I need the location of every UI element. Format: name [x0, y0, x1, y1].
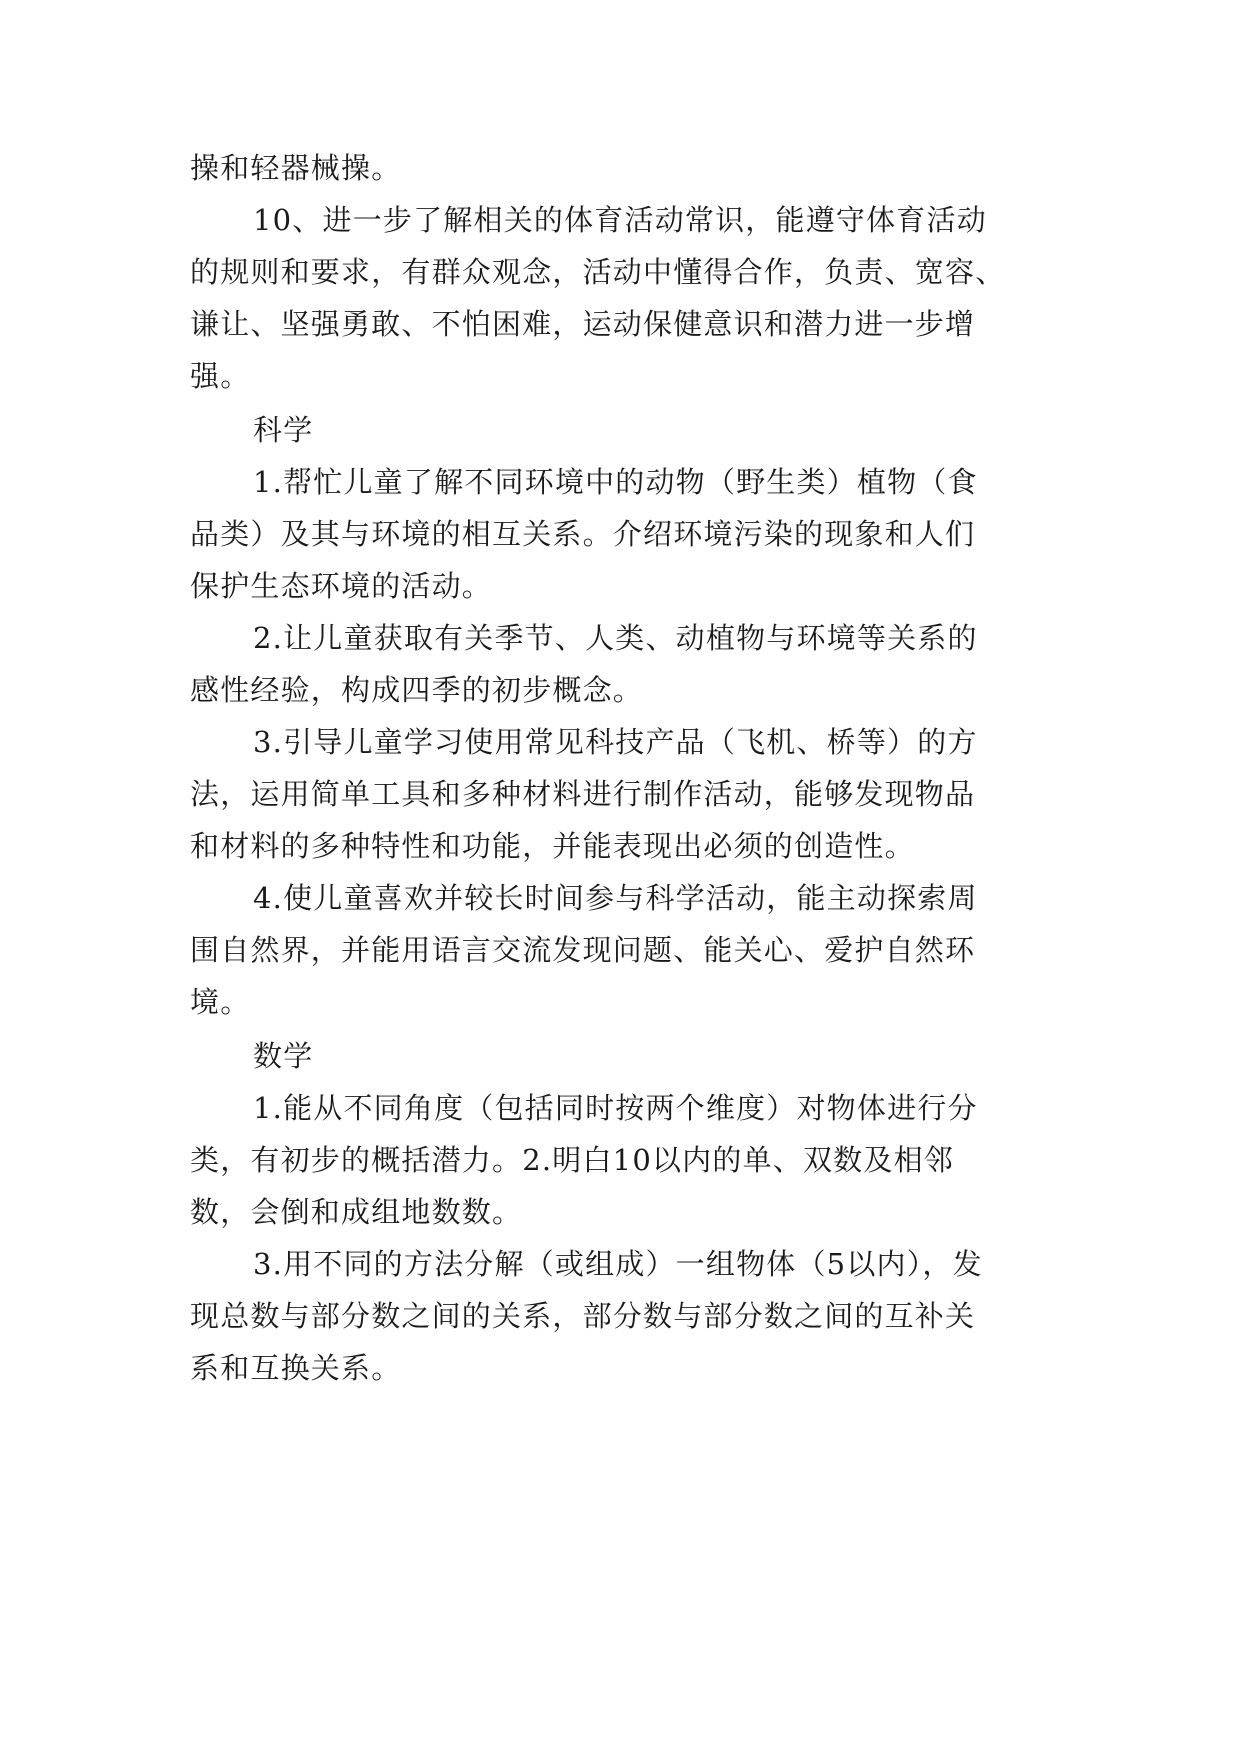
text-line: 10、进一步了解相关的体育活动常识，能遵守体育活动	[253, 203, 987, 237]
text-line: 围自然界，并能用语言交流发现问题、能关心、爱护自然环	[190, 933, 976, 967]
text-line: 系和互换关系。	[190, 1351, 402, 1385]
text-line: 3.引导儿童学习使用常见科技产品（飞机、桥等）的方	[253, 725, 978, 759]
text-line: 现总数与部分数之间的关系，部分数与部分数之间的互补关	[190, 1299, 976, 1333]
text-line: 数，会倒和成组地数数。	[190, 1195, 523, 1229]
text-line: 保护生态环境的活动。	[190, 569, 493, 603]
text-line: 3.用不同的方法分解（或组成）一组物体（5以内），发	[253, 1247, 983, 1281]
section-heading-math: 数学	[253, 1039, 314, 1073]
text-line: 类，有初步的概括潜力。2.明白10以内的单、双数及相邻	[190, 1143, 954, 1177]
text-line: 强。	[190, 359, 251, 393]
text-line: 1.帮忙儿童了解不同环境中的动物（野生类）植物（食	[253, 465, 978, 499]
text-line: 和材料的多种特性和功能，并能表现出必须的创造性。	[190, 829, 915, 863]
text-line: 1.能从不同角度（包括同时按两个维度）对物体进行分	[253, 1091, 978, 1125]
text-line: 品类）及其与环境的相互关系。介绍环境污染的现象和人们	[190, 517, 976, 551]
text-line: 感性经验，构成四季的初步概念。	[190, 673, 644, 707]
text-line: 谦让、坚强勇敢、不怕困难，运动保健意识和潜力进一步增	[190, 307, 976, 341]
text-line: 境。	[190, 985, 251, 1019]
section-heading-science: 科学	[253, 413, 314, 447]
text-line: 操和轻器械操。	[190, 151, 402, 185]
text-line: 4.使儿童喜欢并较长时间参与科学活动，能主动探索周	[253, 881, 978, 915]
text-line: 2.让儿童获取有关季节、人类、动植物与环境等关系的	[253, 621, 978, 655]
text-line: 法，运用简单工具和多种材料进行制作活动，能够发现物品	[190, 777, 976, 811]
text-line: 的规则和要求，有群众观念，活动中懂得合作，负责、宽容、	[190, 255, 1006, 289]
